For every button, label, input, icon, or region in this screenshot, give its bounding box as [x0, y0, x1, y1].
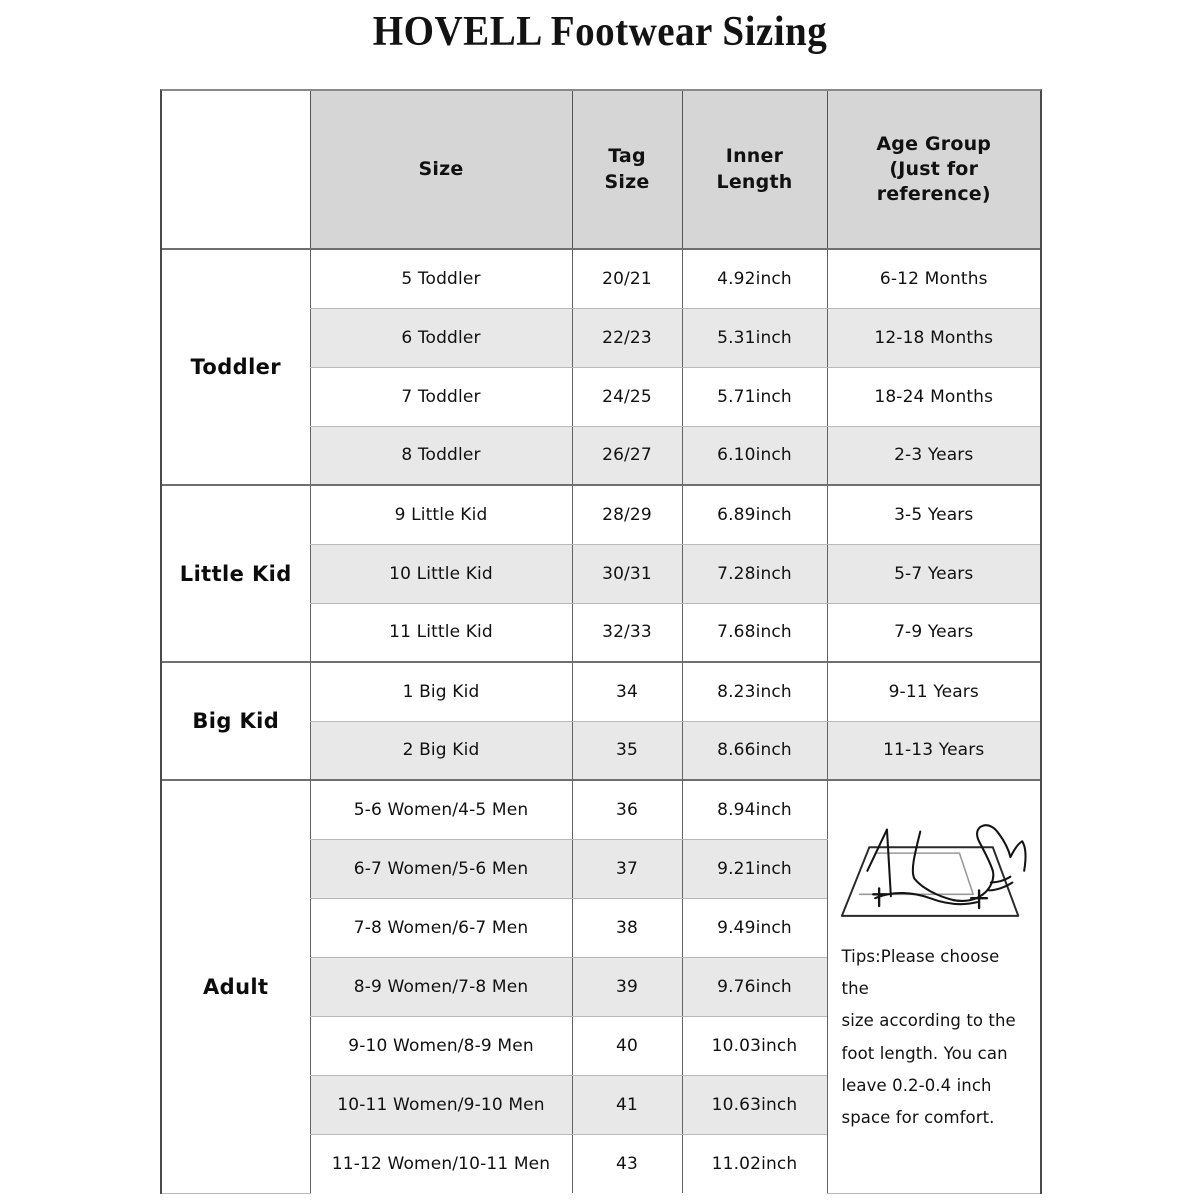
header-age-group-line3: reference)	[876, 183, 991, 206]
table-body	[162, 249, 1040, 1193]
size-cell: 9-10 Women/8-9 Men	[310, 1016, 572, 1075]
header-row	[162, 91, 1040, 249]
inner-length-cell: 6.10inch	[682, 426, 827, 485]
tag-size-cell: 26/27	[572, 426, 682, 485]
size-cell: 9 Little Kid	[310, 485, 572, 544]
header-inner-length-line1: Inner	[725, 145, 784, 168]
tag-size-cell: 37	[572, 839, 682, 898]
header-inner-length-line2: Length	[716, 170, 793, 193]
category-label: Adult	[203, 974, 269, 999]
sizing-table-container	[160, 89, 1042, 1194]
inner-length-cell: 7.28inch	[682, 544, 827, 603]
tag-size-cell: 34	[572, 662, 682, 721]
size-cell: 5-6 Women/4-5 Men	[310, 780, 572, 839]
header-tag-size-line2: Size	[604, 170, 650, 193]
tag-size-cell: 32/33	[572, 603, 682, 662]
age-group-cell: 7-9 Years	[827, 603, 1040, 662]
inner-length-cell: 9.49inch	[682, 898, 827, 957]
size-cell: 5 Toddler	[310, 249, 572, 308]
header-category	[162, 91, 310, 249]
sizing-table	[162, 91, 1040, 1194]
inner-length-cell: 8.94inch	[682, 780, 827, 839]
category-cell	[162, 249, 310, 485]
tips-line-4: leave 0.2-0.4 inch	[841, 1075, 992, 1095]
size-cell: 6 Toddler	[310, 308, 572, 367]
table-row	[162, 485, 1040, 544]
inner-length-cell: 8.66inch	[682, 721, 827, 780]
inner-length-cell: 5.71inch	[682, 367, 827, 426]
tag-size-cell: 30/31	[572, 544, 682, 603]
category-cell	[162, 485, 310, 662]
table-row	[162, 780, 1040, 839]
inner-length-cell: 4.92inch	[682, 249, 827, 308]
header-inner-length	[682, 91, 827, 249]
table-header	[162, 91, 1040, 249]
size-cell: 11 Little Kid	[310, 603, 572, 662]
tips-line-5: space for comfort.	[841, 1107, 995, 1127]
category-label: Toddler	[190, 355, 282, 379]
foot-measurement-icon	[836, 785, 1032, 935]
header-age-group-line2: (Just for	[889, 157, 979, 180]
tag-size-cell: 36	[572, 780, 682, 839]
size-cell: 10 Little Kid	[310, 544, 572, 603]
age-group-cell: 11-13 Years	[827, 721, 1040, 780]
age-group-cell: 5-7 Years	[827, 544, 1040, 603]
inner-length-cell: 7.68inch	[682, 603, 827, 662]
tag-size-cell: 41	[572, 1075, 682, 1134]
size-cell: 10-11 Women/9-10 Men	[310, 1075, 572, 1134]
tag-size-cell: 24/25	[572, 367, 682, 426]
tips-line-2: size according to the	[841, 1011, 1016, 1031]
age-group-cell: 6-12 Months	[827, 249, 1040, 308]
age-group-cell: 9-11 Years	[827, 662, 1040, 721]
table-row	[162, 249, 1040, 308]
size-cell: 8-9 Women/7-8 Men	[310, 957, 572, 1016]
category-cell	[162, 662, 310, 780]
tag-size-cell: 43	[572, 1134, 682, 1193]
category-label: Little Kid	[179, 561, 292, 586]
table-row	[162, 662, 1040, 721]
inner-length-cell: 8.23inch	[682, 662, 827, 721]
size-cell: 7 Toddler	[310, 367, 572, 426]
inner-length-cell: 11.02inch	[682, 1134, 827, 1193]
inner-length-cell: 6.89inch	[682, 485, 827, 544]
header-age-group	[827, 91, 1040, 249]
tag-size-cell: 28/29	[572, 485, 682, 544]
page-title: HOVELL Footwear Sizing	[372, 9, 828, 55]
tag-size-cell: 20/21	[572, 249, 682, 308]
size-cell: 2 Big Kid	[310, 721, 572, 780]
tag-size-cell: 22/23	[572, 308, 682, 367]
category-label: Big Kid	[192, 709, 280, 733]
size-cell: 1 Big Kid	[310, 662, 572, 721]
tips-line-3: foot length. You can	[841, 1043, 1008, 1063]
header-tag-size-line1: Tag	[608, 145, 646, 168]
header-tag-size	[572, 91, 682, 249]
age-group-cell: 12-18 Months	[827, 308, 1040, 367]
header-size: Size	[310, 91, 572, 249]
size-cell: 11-12 Women/10-11 Men	[310, 1134, 572, 1193]
age-group-cell: 18-24 Months	[827, 367, 1040, 426]
size-cell: 6-7 Women/5-6 Men	[310, 839, 572, 898]
tips-text	[828, 935, 1041, 1134]
tag-size-cell: 38	[572, 898, 682, 957]
inner-length-cell: 10.03inch	[682, 1016, 827, 1075]
tips-cell	[827, 780, 1040, 1193]
inner-length-cell: 9.76inch	[682, 957, 827, 1016]
size-cell: 7-8 Women/6-7 Men	[310, 898, 572, 957]
inner-length-cell: 10.63inch	[682, 1075, 827, 1134]
inner-length-cell: 5.31inch	[682, 308, 827, 367]
age-group-cell: 2-3 Years	[827, 426, 1040, 485]
tips-line-1: Tips:Please choose the	[841, 947, 1000, 999]
age-group-cell: 3-5 Years	[827, 485, 1040, 544]
tag-size-cell: 35	[572, 721, 682, 780]
size-cell: 8 Toddler	[310, 426, 572, 485]
tag-size-cell: 40	[572, 1016, 682, 1075]
header-age-group-line1: Age Group	[876, 132, 992, 155]
category-cell	[162, 780, 310, 1193]
tag-size-cell: 39	[572, 957, 682, 1016]
inner-length-cell: 9.21inch	[682, 839, 827, 898]
